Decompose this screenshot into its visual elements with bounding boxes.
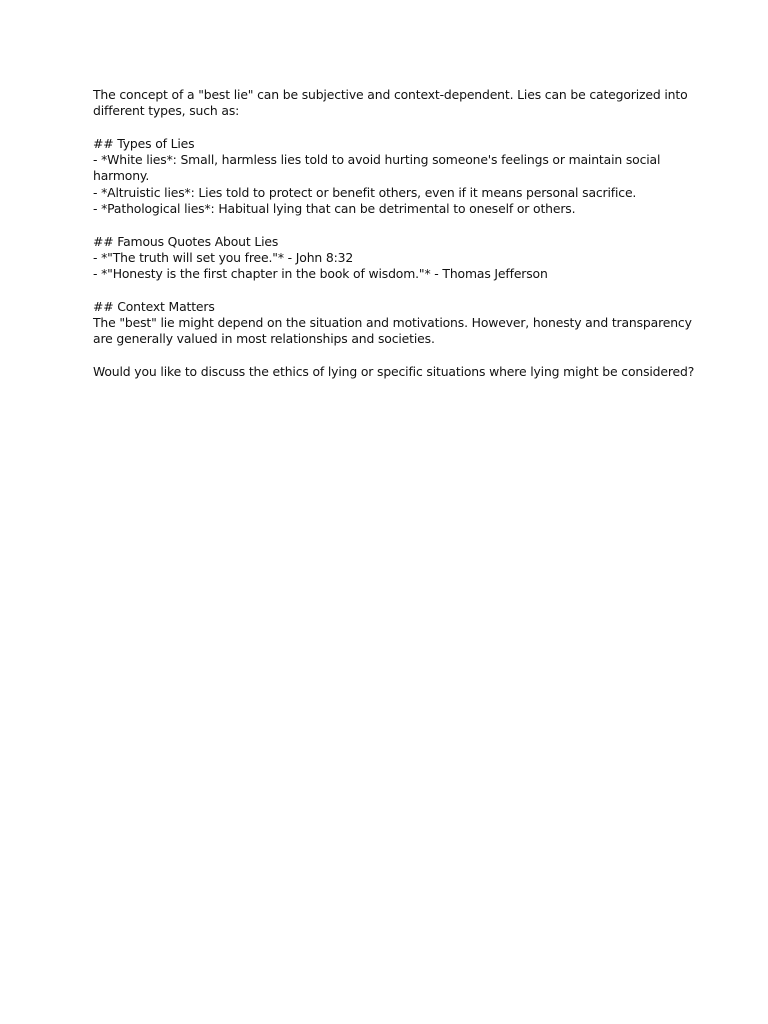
famous-quotes-section (93, 234, 683, 283)
intro-line: The concept of a "best lie" can be subjective and context-dependent. Lies can be categorized into (93, 87, 688, 102)
document-body (93, 87, 695, 397)
list-item: - *White lies*: Small, harmless lies told to avoid hurting someone's feelings or maintain social (93, 152, 661, 168)
list-item: - *"Honesty is the first chapter in the book of wisdom."* - Thomas Jefferson (93, 266, 548, 282)
context-matters-heading: ## Context Matters (93, 298, 215, 314)
types-of-lies-section (93, 136, 683, 217)
types-of-lies-heading: ## Types of Lies (93, 135, 195, 151)
closing-question (93, 364, 695, 380)
context-line: are generally valued in most relationships and societies. (93, 331, 435, 347)
intro-line: different types, such as: (93, 103, 240, 119)
list-item: - *Pathological lies*: Habitual lying that can be detrimental to oneself or others. (93, 201, 576, 217)
famous-quotes-heading: ## Famous Quotes About Lies (93, 233, 279, 249)
list-item: harmony. (93, 168, 150, 184)
list-item: - *Altruistic lies*: Lies told to protect or benefit others, even if it means personal sacrifice. (93, 184, 637, 200)
intro-paragraph (93, 87, 688, 120)
closing-line: Would you like to discuss the ethics of lying or specific situations where lying might be considered? (93, 364, 695, 380)
context-line: The "best" lie might depend on the situation and motivations. However, honesty and transparency (93, 315, 692, 331)
list-item: - *"The truth will set you free."* - John 8:32 (93, 249, 354, 265)
context-matters-section (93, 298, 692, 348)
